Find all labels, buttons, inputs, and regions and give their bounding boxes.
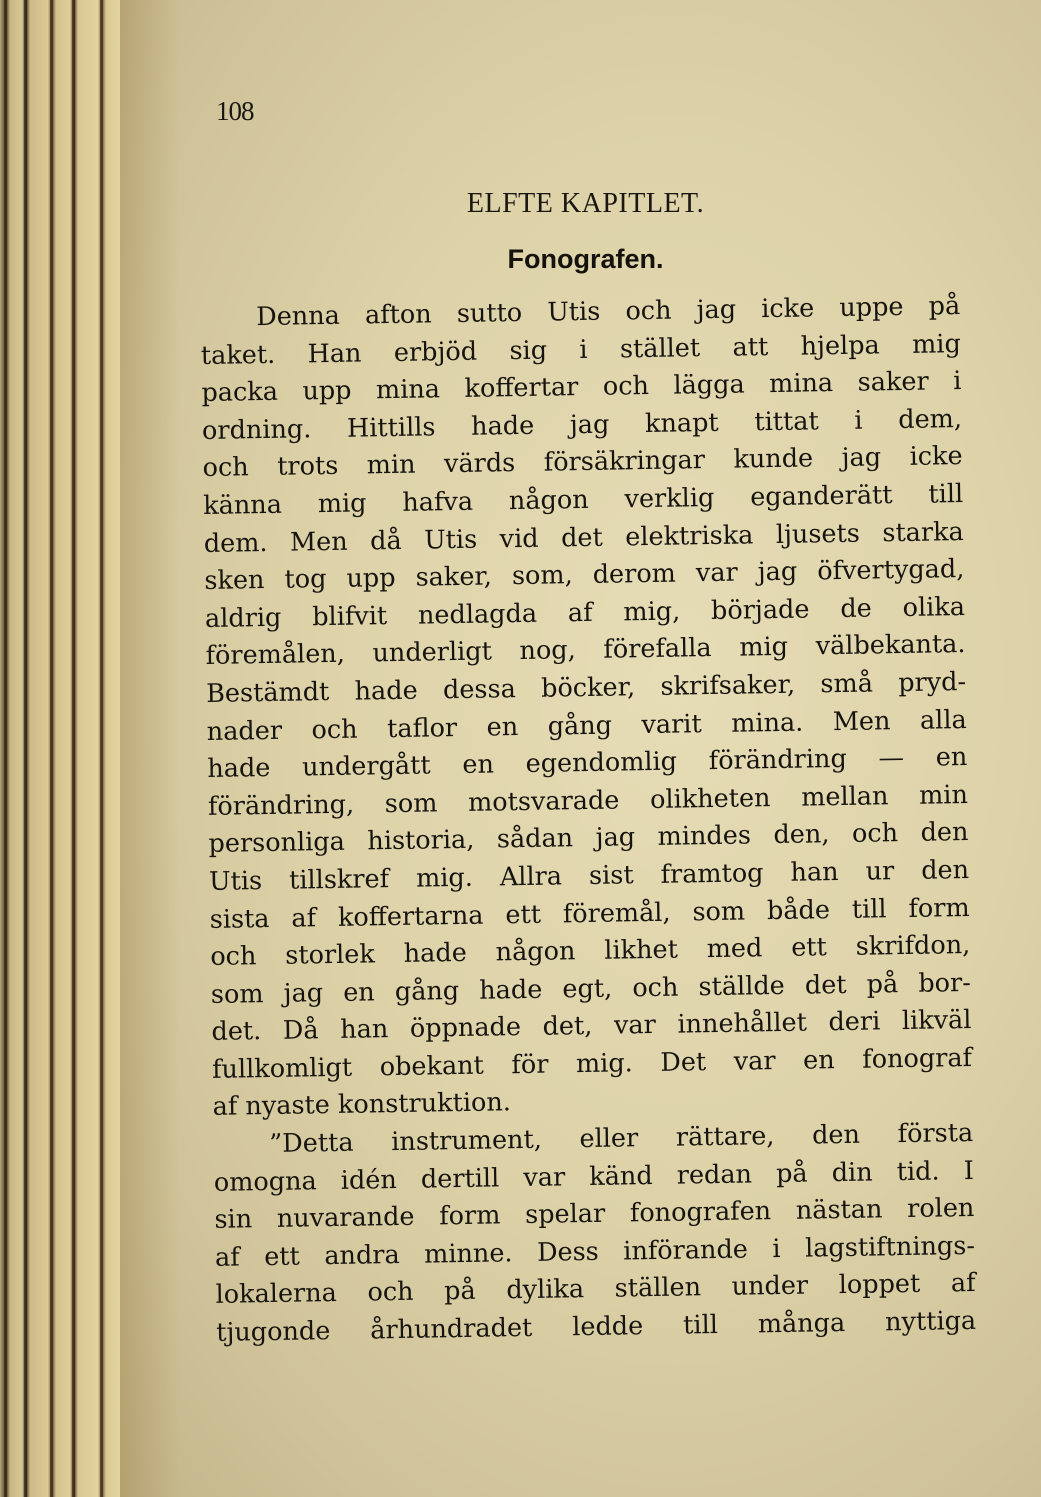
text-line: personliga historia, sådan jag mindes den, och den: [208, 817, 969, 860]
text-line: sista af koffertarna ett föremål, som både till form: [209, 892, 970, 935]
text-line: föremålen, underligt nog, förefalla mig välbekanta.: [205, 629, 966, 672]
paragraph: [200, 288, 973, 1127]
text-line: packa upp mina koffertar och lägga mina saker i: [201, 366, 962, 409]
text-line: af ett andra minne. Dess införande i lagstiftnings-: [214, 1230, 976, 1273]
text-line: Denna afton sutto Utis och jag icke uppe på: [256, 291, 961, 333]
text-line: dem. Men då Utis vid det elektriska ljusets starka: [203, 516, 964, 559]
text-line: aldrig blifvit nedlagda af mig, började de olika: [204, 591, 966, 634]
text-line: fullkomligt obekant för mig. Det var en fonograf: [211, 1042, 973, 1085]
text-line: Utis tillskref mig. Allra sist framtog han ur den: [208, 854, 970, 897]
paragraph: [213, 1115, 976, 1352]
text-line: nader och taflor en gång varit mina. Men alla: [206, 704, 967, 747]
text-line: sken tog upp saker, som, derom var jag öfvertygad,: [204, 554, 965, 597]
page-edge-line: [72, 0, 75, 1497]
text-line: hade undergått en egendomlig förändring — en: [207, 742, 968, 785]
book-page: [120, 0, 1041, 1497]
text-line: det. Då han öppnade det, var innehållet deri likväl: [211, 1005, 972, 1048]
text-line: omogna idén dertill var känd redan på din tid. I: [213, 1155, 975, 1198]
chapter-title: Fonografen.: [507, 244, 664, 274]
text-line: sin nuvarande form spelar fonografen nästan rolen: [214, 1193, 975, 1236]
body-text: [200, 288, 976, 1352]
text-line: af nyaste konstruktion.: [212, 1087, 512, 1123]
text-line: lokalerna och på dylika ställen under loppet af: [215, 1268, 976, 1311]
text-line: och trots min värds försäkringar kunde jag icke: [202, 441, 963, 484]
page-edge-line: [100, 0, 103, 1497]
chapter-heading: ELFTE KAPITLET.: [466, 188, 705, 219]
page-edge-line: [4, 0, 7, 1497]
text-line: och storlek hade någon likhet med ett skrifdon,: [210, 930, 971, 973]
text-line: tjugonde århundradet ledde till många nyttiga: [215, 1305, 977, 1348]
text-line: ordning. Hittills hade jag knapt tittat i dem,: [201, 403, 963, 446]
page-number: 108: [216, 96, 254, 126]
text-line: känna mig hafva någon verklig eganderätt till: [202, 479, 964, 521]
text-line: förändring, som motsvarade olikheten mellan min: [207, 779, 969, 822]
text-line: ”Detta instrument, eller rättare, den första: [269, 1118, 974, 1160]
text-line: taket. Han erbjöd sig i stället att hjelpa mig: [200, 328, 962, 371]
page-edge-line: [24, 0, 27, 1497]
book-page-edges: [0, 0, 140, 1497]
page-edge-line: [50, 0, 53, 1497]
text-line: som jag en gång hade egt, och ställde det på bor-: [210, 967, 972, 1010]
text-line: Bestämdt hade dessa böcker, skrifsaker, små pryd-: [205, 666, 967, 709]
